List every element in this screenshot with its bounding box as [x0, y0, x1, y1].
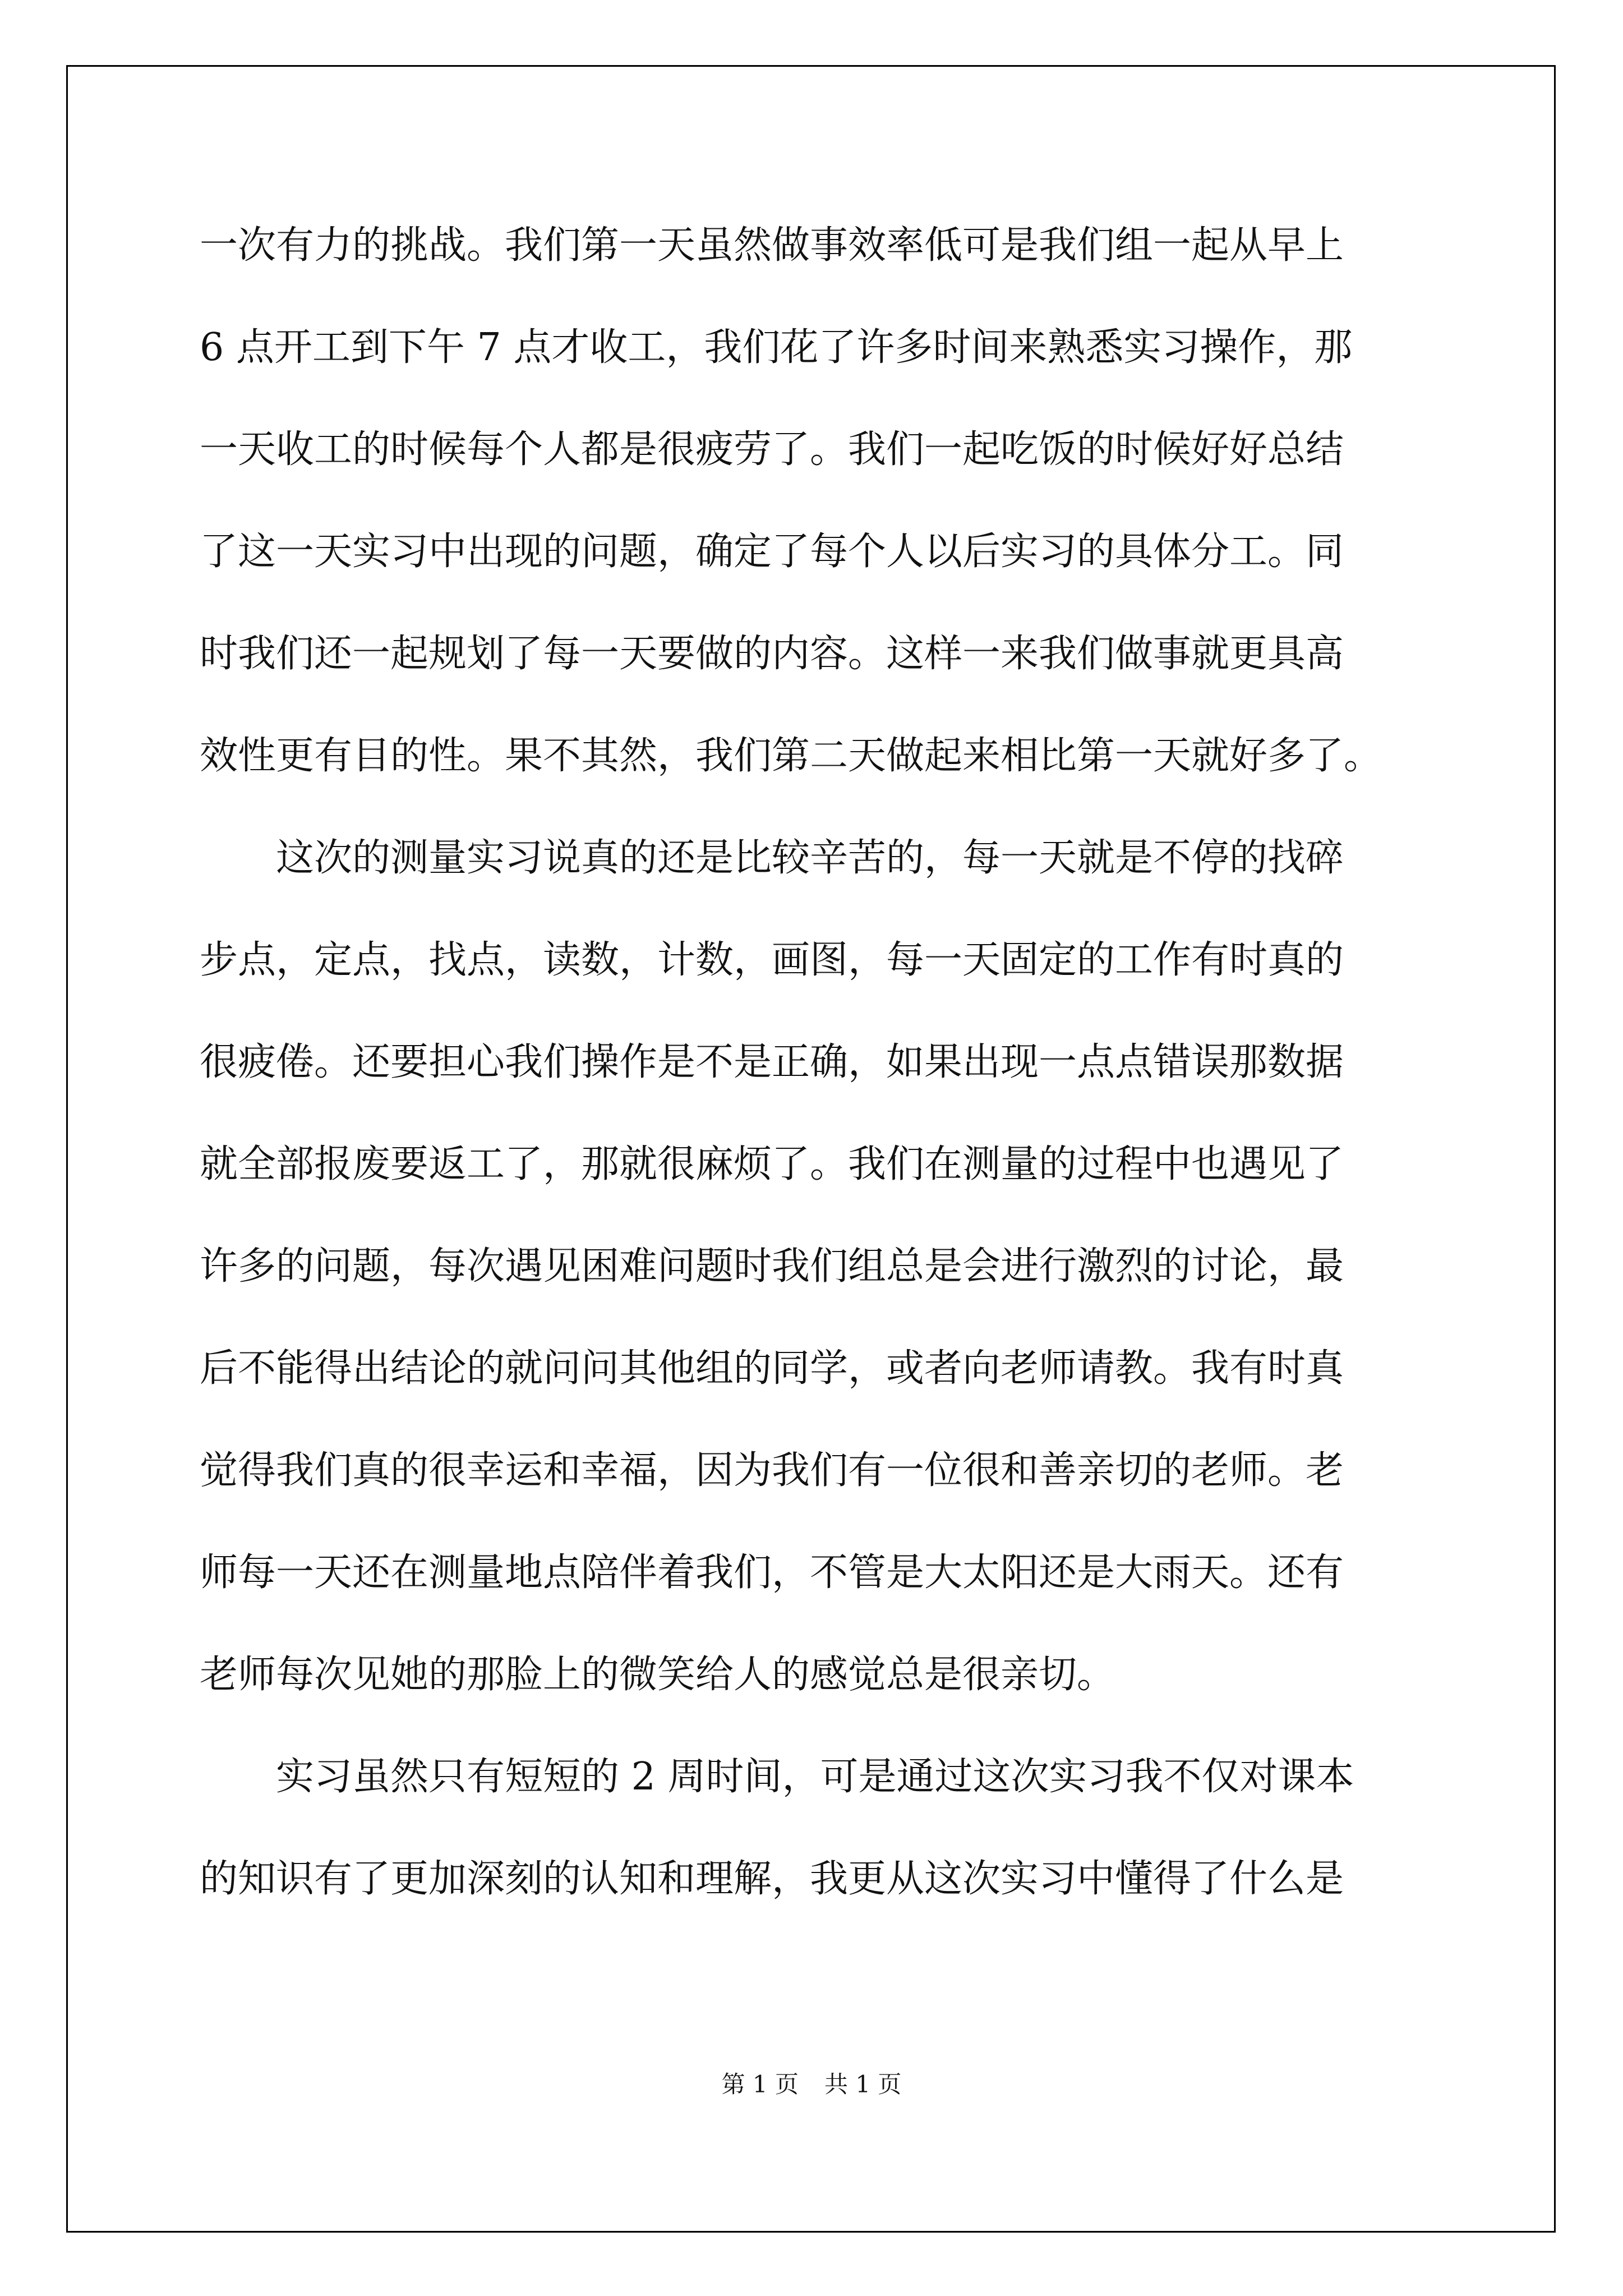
text-line: 效性更有目的性。果不其然，我们第二天做起来相比第一天就好多了。: [200, 734, 1382, 778]
text-line: 师每一天还在测量地点陪伴着我们，不管是大太阳还是大雨天。还有: [200, 1550, 1344, 1595]
text-line: 一天收工的时候每个人都是很疲劳了。我们一起吃饭的时候好好总结: [200, 427, 1344, 472]
text-line: 6 点开工到下午 7 点才收工，我们花了许多时间来熟悉实习操作，那: [200, 325, 1353, 370]
text-line: 实习虽然只有短短的 2 周时间，可是通过这次实习我不仅对课本: [276, 1755, 1354, 1799]
page-number-total: 共 1 页: [824, 2070, 902, 2098]
document-body: [200, 212, 1433, 1948]
text-line: 的知识有了更加深刻的认知和理解，我更从这次实习中懂得了什么是: [200, 1857, 1344, 1901]
page-number-current: 第 1 页: [721, 2070, 799, 2098]
text-line: 后不能得出结论的就问问其他组的同学，或者向老师请教。我有时真: [200, 1346, 1344, 1391]
text-line: 觉得我们真的很幸运和幸福，因为我们有一位很和善亲切的老师。老: [200, 1448, 1344, 1493]
text-line: 一次有力的挑战。我们第一天虽然做事效率低可是我们组一起从早上: [200, 223, 1344, 268]
page-footer: [0, 2068, 1623, 2101]
text-line: 时我们还一起规划了每一天要做的内容。这样一来我们做事就更具高: [200, 632, 1344, 676]
text-line: 这次的测量实习说真的还是比较辛苦的，每一天就是不停的找碎: [276, 836, 1344, 880]
text-line: 老师每次见她的那脸上的微笑给人的感觉总是很亲切。: [200, 1653, 1115, 1697]
text-line: 很疲倦。还要担心我们操作是不是正确，如果出现一点点错误那数据: [200, 1040, 1344, 1084]
text-line: 步点，定点，找点，读数，计数，画图，每一天固定的工作有时真的: [200, 938, 1344, 982]
text-line: 了这一天实习中出现的问题，确定了每个人以后实习的具体分工。同: [200, 530, 1344, 574]
text-line: 就全部报废要返工了，那就很麻烦了。我们在测量的过程中也遇见了: [200, 1142, 1344, 1186]
text-line: 许多的问题，每次遇见困难问题时我们组总是会进行激烈的讨论，最: [200, 1244, 1344, 1289]
